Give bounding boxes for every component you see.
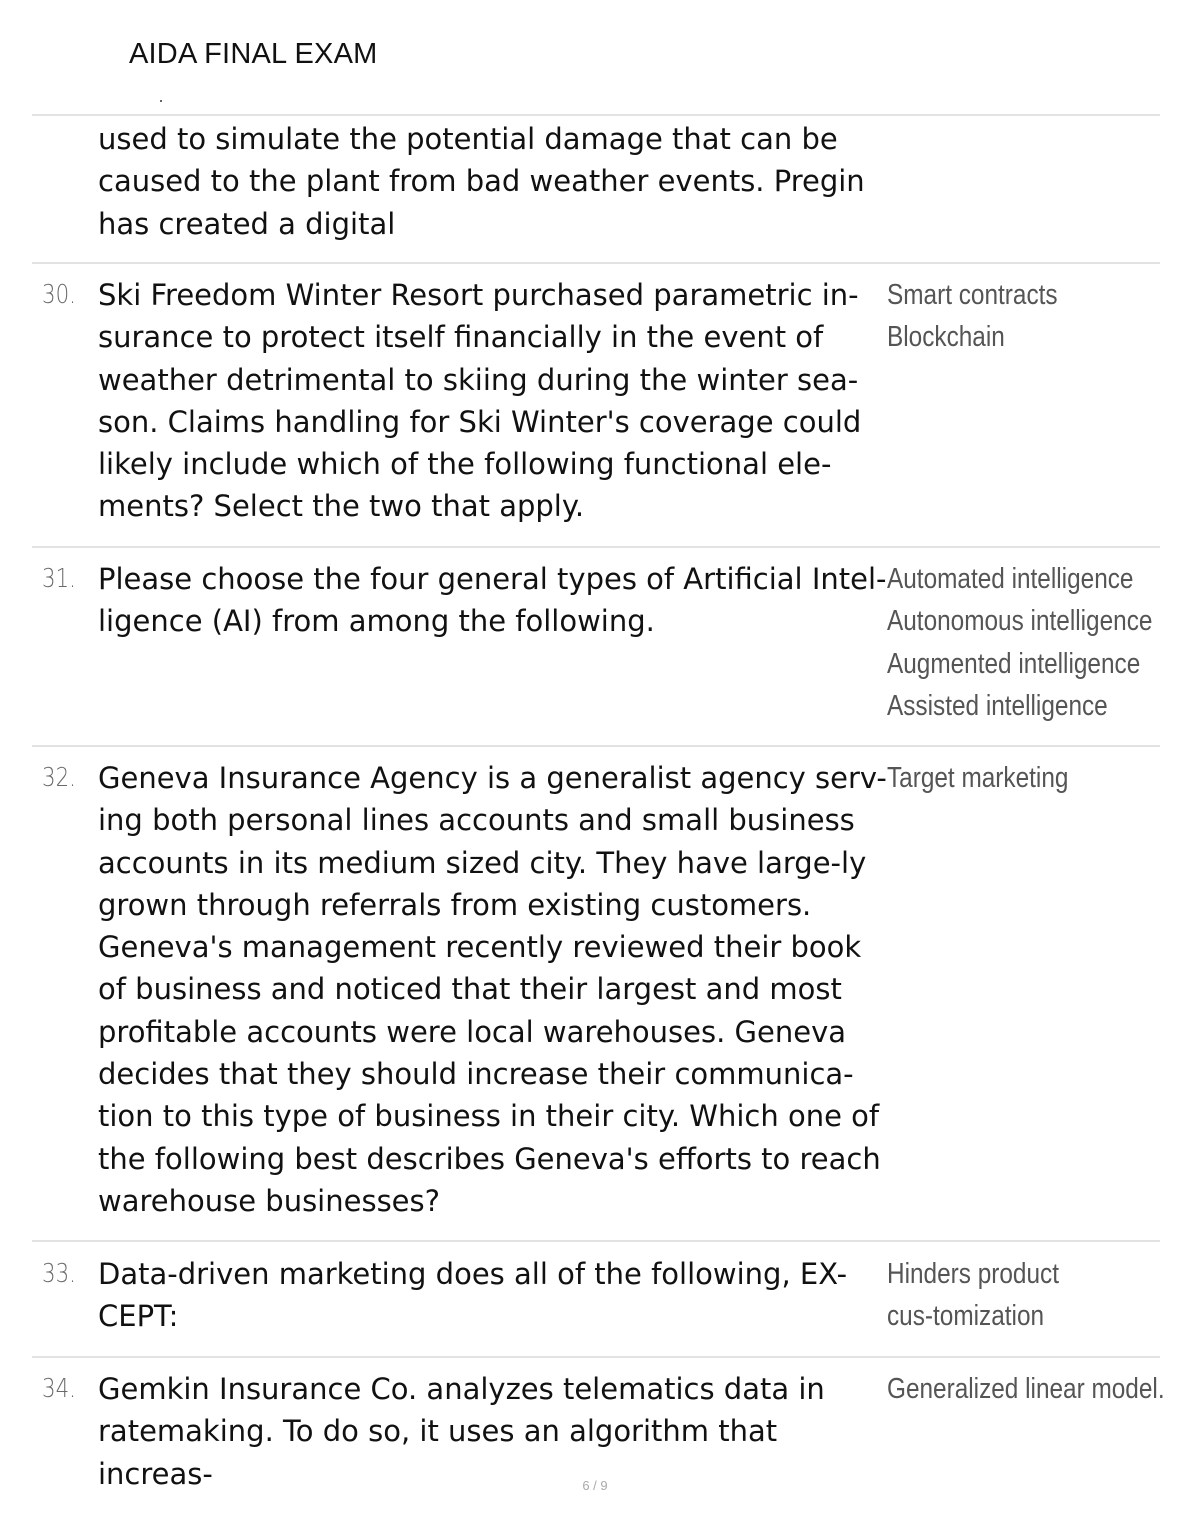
- question-number: 32.: [42, 763, 76, 793]
- divider: [32, 262, 1160, 264]
- answer-item: Blockchain: [887, 321, 1005, 354]
- question-text: Geneva Insurance Agency is a generalist agency serv-ing both personal lines accounts and small business accounts in its medium sized city. They have large-ly grown through referrals from existing customers. Geneva's management recently reviewed their book of business and noticed that their largest and most profitable accounts were local warehouses. Geneva decides that they should increase their communica-tion to this type of business in their city. Which one of the following best describes Geneva's efforts to reach warehouse businesses?: [98, 761, 887, 1218]
- divider: [32, 1356, 1160, 1358]
- answer-list: [887, 558, 1153, 727]
- answer-item: Assisted intelligence: [887, 689, 1108, 722]
- answer-item: Autonomous intelligence: [887, 605, 1153, 638]
- divider: [32, 745, 1160, 747]
- question-number: 33.: [42, 1259, 76, 1289]
- divider: [32, 1240, 1160, 1242]
- answer-item: Automated intelligence: [887, 563, 1134, 595]
- answer-item: Smart contracts: [887, 279, 1058, 311]
- stray-mark: [160, 100, 162, 102]
- question-number: 31.: [42, 564, 76, 594]
- answer-item: Target marketing: [887, 762, 1069, 794]
- question-number: 30.: [42, 280, 76, 310]
- question-number: 34.: [42, 1374, 76, 1404]
- document-title: AIDA FINAL EXAM: [129, 38, 378, 70]
- answer-item: Hinders product cus-tomization: [887, 1258, 1059, 1333]
- question-text: Please choose the four general types of Artificial Intel-ligence (AI) from among the following.: [98, 562, 887, 639]
- divider: [32, 114, 1160, 116]
- answer-item: Generalized linear model.: [887, 1373, 1165, 1405]
- page-number: 6 / 9: [582, 1478, 608, 1493]
- divider: [32, 546, 1160, 548]
- answer-list: [887, 274, 1139, 359]
- answer-list: [887, 757, 1139, 799]
- answer-item: Augmented intelligence: [887, 647, 1141, 680]
- answer-list: [887, 1253, 1139, 1338]
- question-text: Ski Freedom Winter Resort purchased parametric in-surance to protect itself financially in the event of weather detrimental to skiing during the winter sea-son. Claims handling for Ski Winter's coverage could likely include which of the following functional ele-ments? Select the two that apply.: [98, 278, 862, 524]
- question-text: used to simulate the potential damage that can be caused to the plant from bad weather events. Pregin has created a digital: [98, 122, 865, 241]
- question-text: Gemkin Insurance Co. analyzes telematics data in ratemaking. To do so, it uses an algorithm that increas-: [98, 1372, 825, 1491]
- question-text: Data-driven marketing does all of the following, EX-CEPT:: [98, 1257, 848, 1334]
- answer-list: [887, 1368, 1165, 1410]
